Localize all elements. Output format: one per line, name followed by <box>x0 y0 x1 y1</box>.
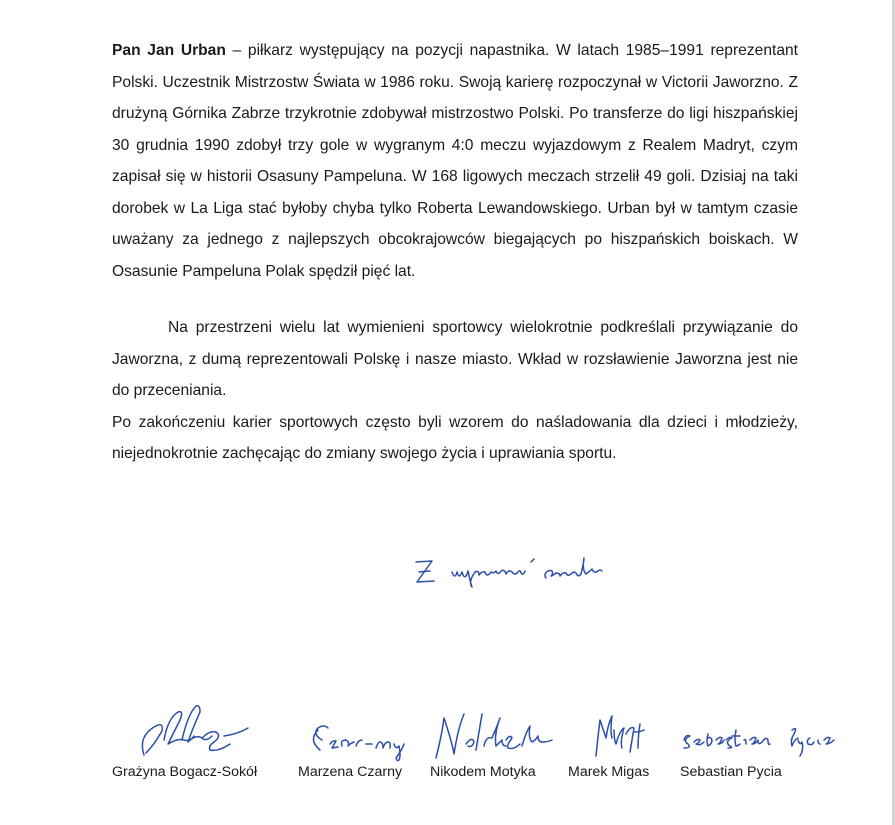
paragraph-role-models: Po zakończeniu karier sportowych często byli wzorem do naśladowania dla dzieci i młodzieży, niejednokrotnie zachęcając do zmiany swojego życia i uprawiania sportu. <box>112 413 798 462</box>
signature-image <box>298 700 448 764</box>
signatory-name: Marek Migas <box>568 764 650 780</box>
signature-block <box>112 700 852 790</box>
signatory-1 <box>112 700 272 790</box>
letter-body <box>112 35 798 470</box>
signatory-5 <box>680 700 852 790</box>
closing-handwriting-image <box>410 548 670 596</box>
signatory-name: Grażyna Bogacz-Sokół <box>112 764 258 780</box>
signatory-4 <box>568 700 678 790</box>
signature-image <box>112 700 262 764</box>
signatory-name: Nikodem Motyka <box>430 764 536 780</box>
paragraph-summary: Na przestrzeni wielu lat wymienieni sportowcy wielokrotnie podkreślali przywiązanie do Jaworzna, z dumą reprezentowali Polskę i nasze miasto. Wkład w rozsławienie Jaworzna jest nie do przeceniania. <box>112 319 798 399</box>
signatory-3 <box>430 700 570 790</box>
paragraph-jan-urban <box>112 35 798 287</box>
paragraph-text: – piłkarz występujący na pozycji napastnika. W latach 1985–1991 reprezentant Polski. Uczestnik Mistrzostw Świata w 1986 roku. Swoją karierę rozpoczynał w Victorii Jaworzno. Z drużyną Górnika Zabrze trzykrotnie zdobywał mistrzostwo Polski. Po transferze do ligi hiszpańskiej 30 grudnia 1990 zdobył trzy gole w wygranym 4:0 meczu wyjazdowym z Realem Madryt, czym zapisał się w historii Osasuny Pampeluna. W 168 ligowych meczach strzelił 49 goli. Dzisiaj na taki dorobek w La Liga stać byłoby chyba tylko Roberta Lewandowskiego. Urban był w tamtym czasie uważany za jednego z najlepszych obcokrajowców biegających po hiszpańskich boiskach. W Osasunie Pampeluna Polak spędził pięć lat. <box>112 42 798 280</box>
signatory-name: Sebastian Pycia <box>680 764 782 780</box>
handwritten-closing <box>410 548 670 596</box>
signature-image <box>430 700 580 764</box>
person-name-bold: Pan Jan Urban <box>112 42 226 59</box>
signatory-name: Marzena Czarny <box>298 764 403 780</box>
signature-image <box>568 700 678 764</box>
signatory-2 <box>298 700 430 790</box>
signature-image <box>680 700 852 764</box>
